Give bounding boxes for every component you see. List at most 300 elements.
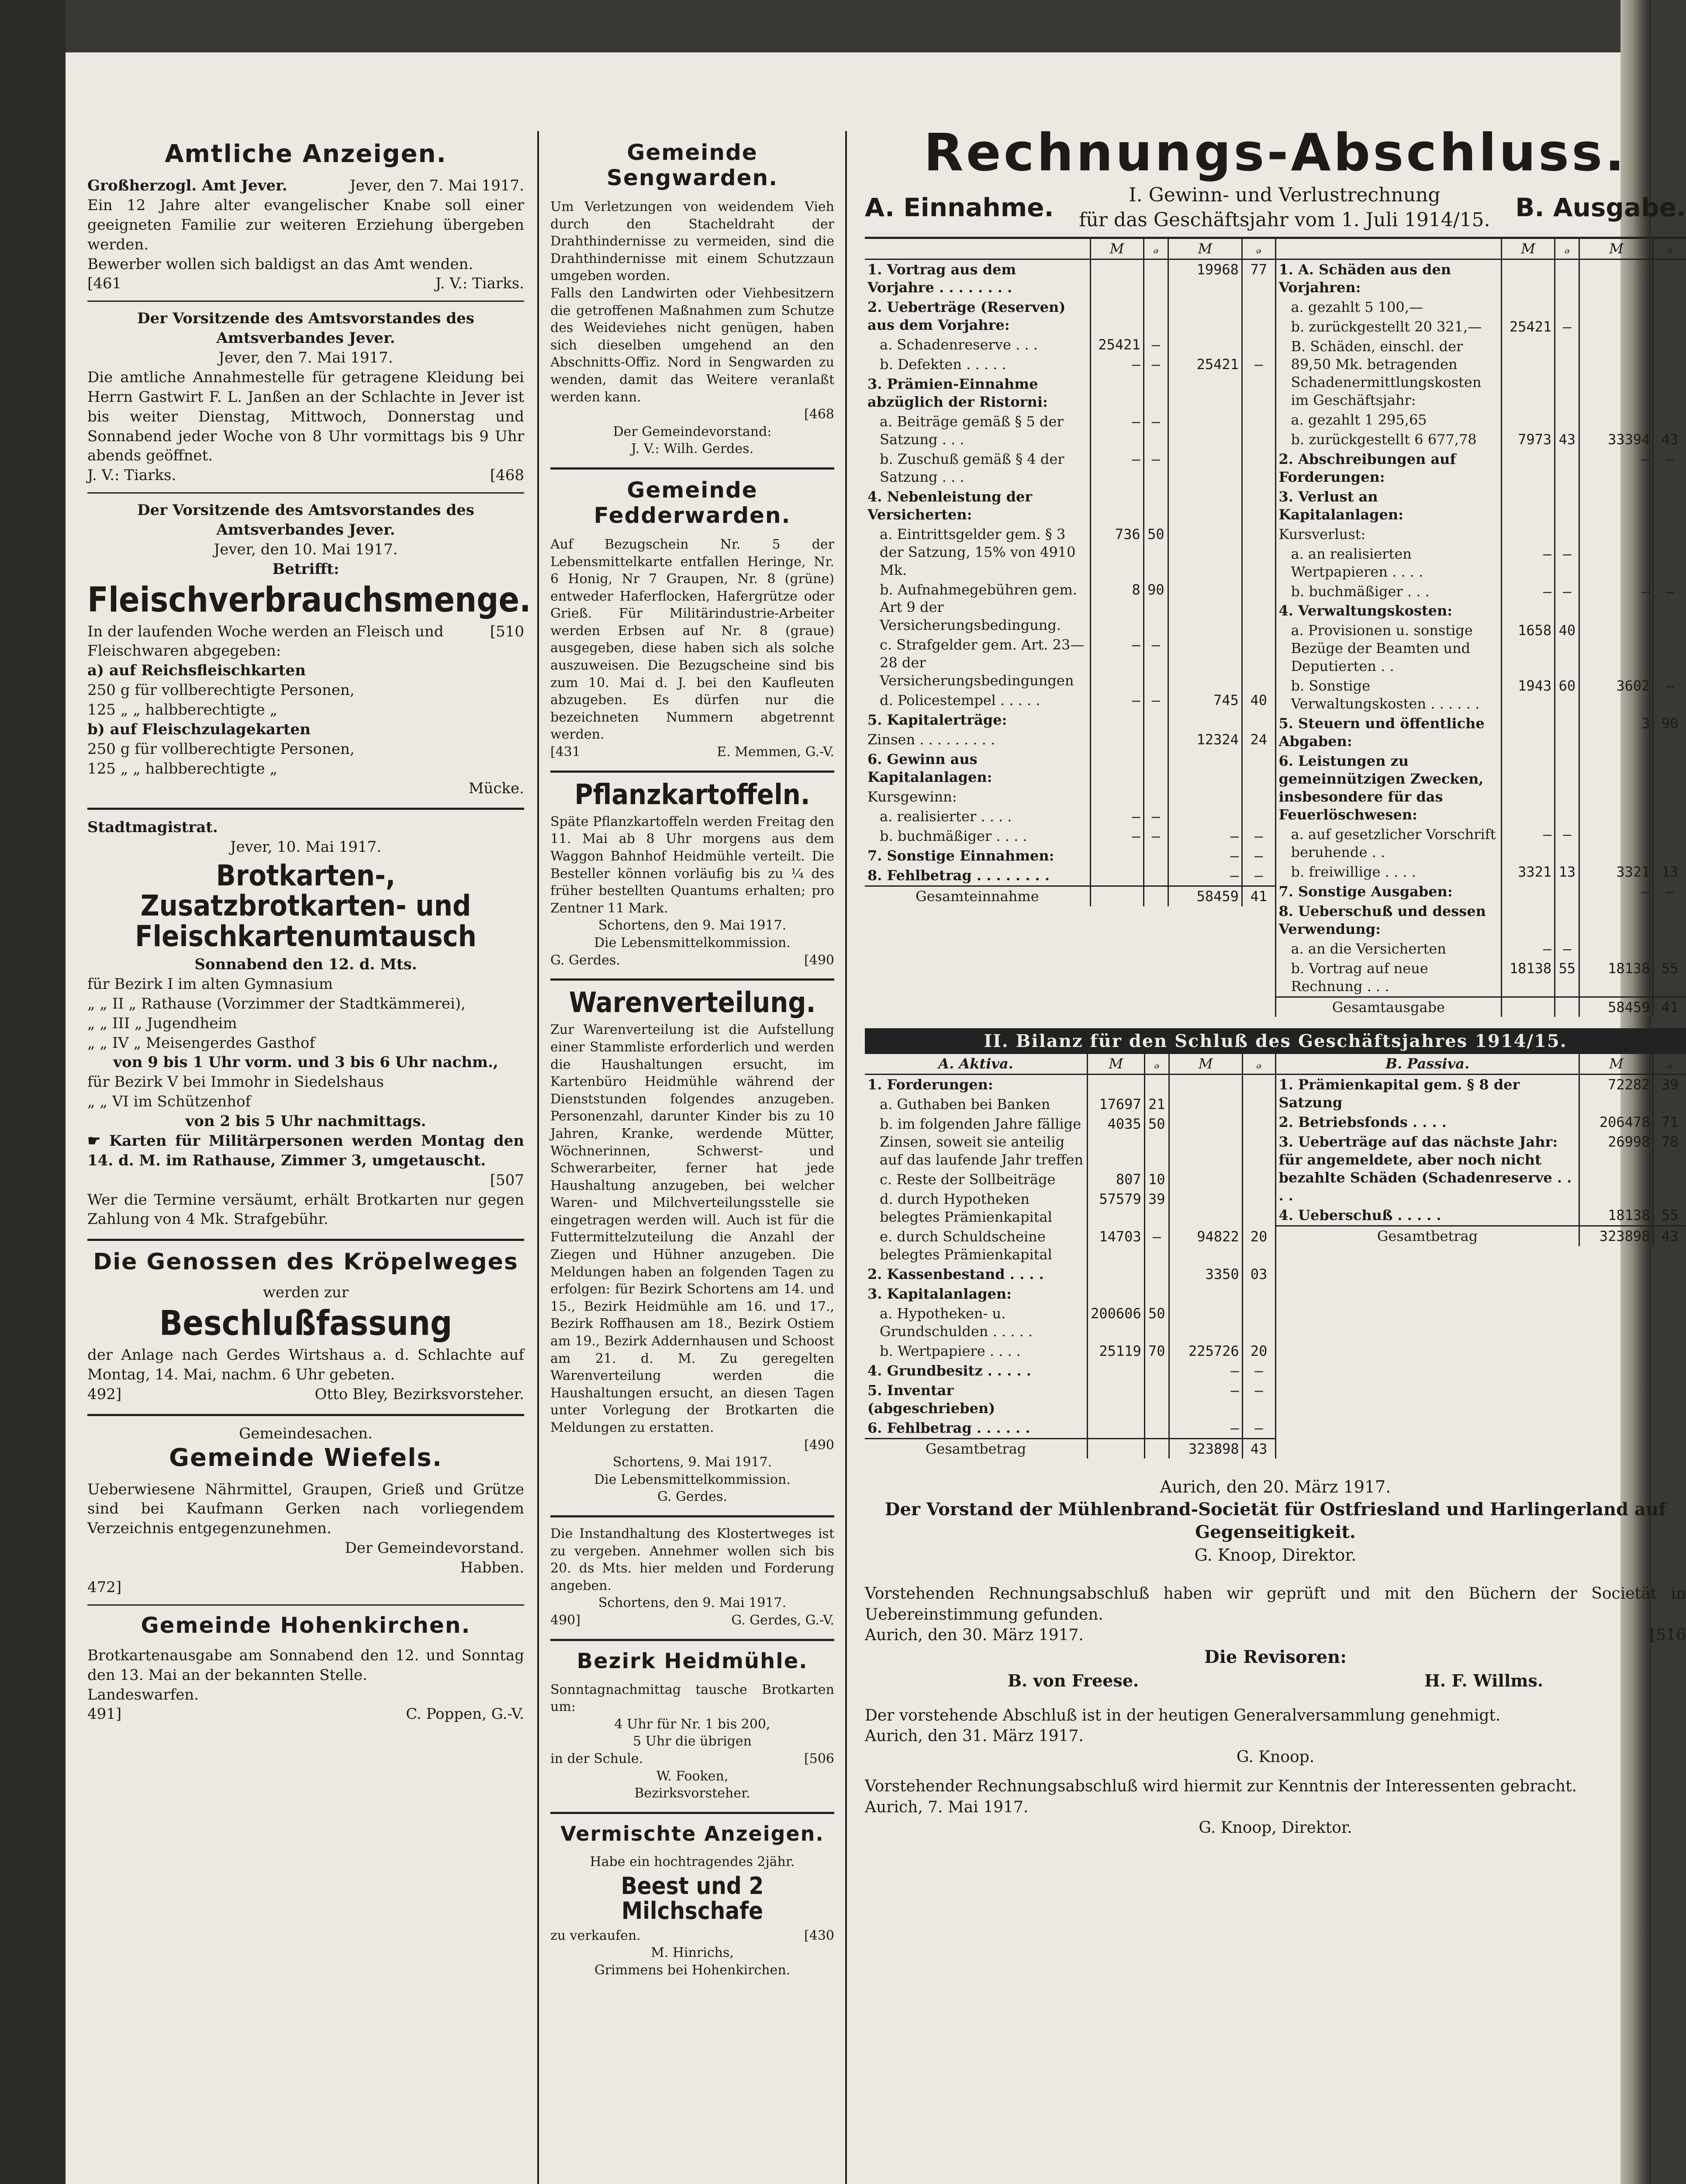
row-amount: — xyxy=(1090,355,1144,374)
row-amount xyxy=(1242,750,1275,787)
row-amount xyxy=(1242,635,1275,691)
account-row xyxy=(1276,582,1686,601)
row-amount: 58459 xyxy=(1579,997,1653,1017)
row-amount xyxy=(1242,580,1275,636)
currency-subunit: ₔ xyxy=(1144,239,1168,259)
row-amount xyxy=(1090,374,1144,412)
account-row xyxy=(865,580,1275,636)
row-amount xyxy=(1653,902,1686,939)
account-row xyxy=(865,1095,1275,1114)
divider xyxy=(87,301,524,302)
list-item: 125 „ „ halbberechtigte „ xyxy=(87,760,278,778)
row-amount: — xyxy=(1090,449,1144,487)
row-label: b. Defekten . . . . . xyxy=(880,356,1006,373)
account-row xyxy=(1276,621,1686,676)
pub-date: Aurich, 7. Mai 1917. xyxy=(865,1798,1029,1816)
account-row xyxy=(1276,297,1686,317)
row-amount xyxy=(1168,412,1242,449)
scan-left-margin xyxy=(0,0,66,2184)
row-amount xyxy=(1144,1075,1169,1095)
account-row xyxy=(865,487,1275,525)
row-amount xyxy=(1088,1381,1145,1418)
row-amount: 4035 xyxy=(1088,1114,1145,1170)
ref-number: [510 xyxy=(490,622,524,640)
row-amount xyxy=(1502,449,1555,487)
pub-text: Vorstehender Rechnungsabschluß wird hiermit zur Kenntnis der Interessenten gebracht. xyxy=(865,1777,1577,1796)
notice-klosterweg xyxy=(550,1525,834,1629)
row-amount xyxy=(1144,1284,1169,1304)
row-amount: — xyxy=(1653,676,1686,714)
row-amount: 39 xyxy=(1653,1075,1686,1113)
row-amount: — xyxy=(1502,582,1555,601)
row-amount: 20 xyxy=(1242,1227,1275,1265)
gv-text: Der vorstehende Abschluß ist in der heutigen Generalversammlung genehmigt. xyxy=(865,1706,1501,1724)
line: „ „ VI im Schützenhof xyxy=(87,1093,251,1111)
row-amount: — xyxy=(1242,846,1275,866)
account-row xyxy=(865,259,1275,297)
betrifft-label: Betrifft: xyxy=(272,560,339,578)
row-amount: 20 xyxy=(1242,1341,1275,1361)
row-amount: — xyxy=(1242,1418,1275,1438)
row-amount xyxy=(1168,787,1242,807)
row-amount xyxy=(1169,1304,1242,1341)
account-row xyxy=(1276,1206,1686,1226)
row-amount xyxy=(1653,317,1686,337)
aktiva-head: A. Aktiva. xyxy=(865,1054,1088,1074)
when: Sonnabend den 12. d. Mts. xyxy=(194,956,417,974)
account-row xyxy=(1276,410,1686,430)
notice-warenverteilung xyxy=(550,988,834,1506)
ref-number: [490 xyxy=(804,952,834,968)
row-amount xyxy=(1088,1361,1145,1381)
row-label: 4. Grundbesitz . . . . . xyxy=(867,1362,1031,1379)
row-label: b. buchmäßiger . . . . xyxy=(880,827,1027,844)
row-amount xyxy=(1653,297,1686,317)
page-title: Rechnungs-Abschluss. xyxy=(923,122,1627,183)
row-amount xyxy=(1168,710,1242,730)
row-amount: — xyxy=(1090,412,1144,449)
account-row xyxy=(865,710,1275,730)
row-label: 3. Prämien-Einnahme abzüglich der Ristorni: xyxy=(867,376,1048,410)
row-amount: — xyxy=(1579,882,1653,902)
row-label: b. zurückgestellt 6 677,78 xyxy=(1291,431,1477,448)
passiva-head: B. Passiva. xyxy=(1276,1054,1579,1074)
place-date: Aurich, den 20. März 1917. xyxy=(1160,1477,1391,1497)
row-amount: 03 xyxy=(1242,1265,1275,1284)
row-amount xyxy=(1653,621,1686,676)
row-amount: — xyxy=(1555,582,1579,601)
row-amount: 3321 xyxy=(1502,862,1555,882)
notice-kroepelweg xyxy=(87,1249,524,1404)
ref-number: 490] xyxy=(550,1612,580,1628)
notice-title: Fleischverbrauchsmenge. xyxy=(87,580,531,620)
notice-text: Brotkartenausgabe am Sonnabend den 12. und Sonntag den 13. Mai an der bekannten Stelle. xyxy=(87,1646,524,1684)
account-row xyxy=(865,1227,1275,1265)
row-amount: 1943 xyxy=(1502,676,1555,714)
row-amount: — xyxy=(1502,939,1555,959)
account-row xyxy=(1276,449,1686,487)
line: für Bezirk I im alten Gymnasium xyxy=(87,975,333,993)
row-amount xyxy=(1579,487,1653,525)
line: „ „ III „ Jugendheim xyxy=(87,1014,237,1032)
row-amount: — xyxy=(1169,1361,1242,1381)
notice-text: Die Instandhaltung des Klostertweges ist zu vergeben. Annehmer wollen sich bis 20. ds Mts. hier melden und Forderung angeben. xyxy=(550,1526,834,1593)
account-row xyxy=(1276,751,1686,825)
notice-text-2: zu verkaufen. xyxy=(550,1928,641,1943)
row-amount: 3 xyxy=(1579,714,1653,751)
row-amount: — xyxy=(1144,335,1168,355)
row-amount: 1658 xyxy=(1502,621,1555,676)
row-amount xyxy=(1579,939,1653,959)
row-amount xyxy=(1653,259,1686,297)
notice-text-2: Falls den Landwirten oder Viehbesitzern die getroffenen Maßnahmen zum Schutze des Weideviehes nicht genügen, haben sich dieselben umgehend an den Abschnitts-Offiz. Nord in Sengwarden zu wenden, damit das Weitere veranlaßt werden kann. xyxy=(550,285,834,405)
account-row xyxy=(865,635,1275,691)
row-amount: 33394 xyxy=(1579,430,1653,449)
row-amount: — xyxy=(1144,355,1168,374)
line: ☛ Karten für Militärpersonen werden Montag den 14. d. M. im Rathause, Zimmer 3, umgetauscht. xyxy=(87,1132,524,1169)
row-label: a. Beiträge gemäß § 5 der Satzung . . . xyxy=(880,413,1064,448)
signer: C. Poppen, G.-V. xyxy=(406,1705,524,1723)
notice-text: der Anlage nach Gerdes Wirtshaus a. d. Schlachte auf Montag, 14. Mai, nachm. 6 Uhr gebeten. xyxy=(87,1346,524,1383)
account-row xyxy=(865,412,1275,449)
row-label: Kursverlust: xyxy=(1278,525,1366,543)
signer: J. V.: Tiarks. xyxy=(87,467,176,484)
row-amount: 55 xyxy=(1653,959,1686,997)
bilanz-tables xyxy=(865,1054,1686,1458)
row-label: 3. Verlust an Kapitalanlagen: xyxy=(1278,488,1403,523)
signer: E. Memmen, G.-V. xyxy=(717,744,834,760)
row-amount: 26998 xyxy=(1579,1132,1653,1206)
ref-number: 491] xyxy=(87,1705,122,1723)
ref-number: 492] xyxy=(87,1385,122,1403)
row-amount xyxy=(1168,580,1242,636)
row-amount: 55 xyxy=(1555,959,1579,997)
currency-mark: M xyxy=(1579,1054,1653,1074)
account-row xyxy=(1276,317,1686,337)
row-amount xyxy=(1653,410,1686,430)
notice-hohenkirchen xyxy=(87,1613,524,1724)
row-amount: 10 xyxy=(1144,1170,1169,1189)
account-row xyxy=(1276,544,1686,582)
row-amount: — xyxy=(1242,355,1275,374)
row-label: Gesamtbetrag xyxy=(865,1438,1088,1458)
row-amount xyxy=(1169,1189,1242,1227)
row-amount: 3321 xyxy=(1579,862,1653,882)
audit-text: Vorstehenden Rechnungsabschluß haben wir geprüft und mit den Büchern der Societät in Uebereinstimmung gefunden. xyxy=(865,1585,1686,1624)
passiva-side xyxy=(1276,1054,1686,1458)
row-amount: 13 xyxy=(1555,862,1579,882)
row-amount: — xyxy=(1502,825,1555,862)
kicker: Gemeindesachen. xyxy=(239,1424,373,1442)
account-row xyxy=(1276,337,1686,410)
row-amount: 24 xyxy=(1242,730,1275,750)
row-amount xyxy=(1169,1095,1242,1114)
signer: Der Gemeindevorstand. xyxy=(345,1539,524,1557)
notice-text: Sonntagnachmittag tausche Brotkarten um: xyxy=(550,1682,834,1715)
row-amount: 3350 xyxy=(1169,1265,1242,1284)
account-row xyxy=(865,1418,1275,1438)
row-label: b. zurückgestellt 20 321,— xyxy=(1291,318,1482,335)
row-amount xyxy=(1169,1284,1242,1304)
account-row xyxy=(1276,714,1686,751)
row-label: 4. Ueberschuß . . . . . xyxy=(1278,1207,1441,1224)
row-amount: — xyxy=(1168,826,1242,846)
row-amount xyxy=(1144,1418,1169,1438)
row-label: B. Schäden, einschl. der 89,50 Mk. betragenden Schadenermittlungskosten im Geschäftsjahr: xyxy=(1291,338,1482,408)
row-amount: 39 xyxy=(1144,1189,1169,1227)
row-amount: 50 xyxy=(1144,1304,1169,1341)
row-amount xyxy=(1088,1418,1145,1438)
row-label: a. Schadenreserve . . . xyxy=(880,336,1038,353)
row-amount xyxy=(1555,714,1579,751)
row-amount: 41 xyxy=(1653,997,1686,1017)
revisor-2: H. F. Willms. xyxy=(1424,1670,1544,1690)
row-label: a. an realisierten Wertpapieren . . . . xyxy=(1291,545,1423,580)
row-label: b. Wertpapiere . . . . xyxy=(880,1342,1021,1359)
row-label: d. Policestempel . . . . . xyxy=(880,692,1040,709)
notice-title: Brotkarten-, Zusatzbrotkarten- und Fleischkartenumtausch xyxy=(135,859,477,953)
notice-title: Gemeinde Sengwarden. xyxy=(606,140,778,190)
account-row xyxy=(865,1361,1275,1381)
row-amount: — xyxy=(1144,635,1168,691)
row-amount xyxy=(1653,751,1686,825)
row-amount: 55 xyxy=(1653,1206,1686,1226)
row-amount xyxy=(1090,730,1144,750)
row-amount: — xyxy=(1555,939,1579,959)
row-amount xyxy=(1168,487,1242,525)
role: Bezirksvorsteher. xyxy=(634,1786,750,1801)
row-amount xyxy=(1088,1075,1145,1095)
row-amount xyxy=(1653,601,1686,621)
ausgabe-label: B. Ausgabe. xyxy=(1515,193,1686,223)
row-amount: — xyxy=(1555,317,1579,337)
row-amount xyxy=(1169,1075,1242,1095)
currency-subunit: ₔ xyxy=(1242,239,1275,259)
currency-header xyxy=(1276,239,1686,259)
notice-sengwarden xyxy=(550,140,834,458)
account-row xyxy=(1276,430,1686,449)
ref-number: [430 xyxy=(804,1928,834,1943)
row-amount xyxy=(1168,807,1242,826)
account-row xyxy=(865,1304,1275,1341)
row-label: 7. Sonstige Ausgaben: xyxy=(1278,883,1453,900)
row-amount: — xyxy=(1090,826,1144,846)
ref-number: [507 xyxy=(490,1171,524,1189)
row-amount xyxy=(1090,487,1144,525)
row-amount xyxy=(1242,1075,1275,1095)
account-row xyxy=(1276,601,1686,621)
row-label: 1. Forderungen: xyxy=(867,1076,993,1093)
row-amount: 78 xyxy=(1653,1132,1686,1206)
row-label: 1. A. Schäden aus den Vorjahren: xyxy=(1278,261,1451,296)
row-amount xyxy=(1090,787,1144,807)
revisor-1: B. von Freese. xyxy=(1007,1670,1139,1690)
currency-subunit: ₔ xyxy=(1653,239,1686,259)
row-amount xyxy=(1555,601,1579,621)
row-amount: 18138 xyxy=(1579,1206,1653,1226)
notice-title: Beschlußfassung xyxy=(159,1304,453,1344)
row-label: 8. Ueberschuß und dessen Verwendung: xyxy=(1278,902,1486,937)
row-amount: 50 xyxy=(1144,525,1168,580)
currency-subunit: ₔ xyxy=(1555,239,1579,259)
account-row xyxy=(1276,259,1686,297)
row-label: a. Eintrittsgelder gem. § 3 der Satzung, 15% von 4910 Mk. xyxy=(880,525,1076,578)
row-amount: — xyxy=(1242,1381,1275,1418)
currency-mark: M xyxy=(1088,1054,1145,1074)
ref-number: [506 xyxy=(804,1751,834,1766)
row-amount: 206478 xyxy=(1579,1113,1653,1132)
ref-number: [431 xyxy=(550,744,580,760)
row-amount: 43 xyxy=(1242,1438,1275,1458)
notice-text: Habe ein hochtragendes 2jähr. xyxy=(590,1854,795,1870)
list-item: 125 „ „ halbberechtigte „ xyxy=(87,701,278,719)
row-amount xyxy=(1169,1170,1242,1189)
account-row xyxy=(1276,825,1686,862)
row-amount xyxy=(1090,297,1144,335)
row-label: 2. Ueberträge (Reserven) aus dem Vorjahre: xyxy=(867,299,1066,334)
subtitle-2: für das Geschäftsjahr vom 1. Juli 1914/15. xyxy=(1079,209,1490,232)
currency-subunit: ₔ xyxy=(1144,1054,1169,1074)
row-amount: 25421 xyxy=(1168,355,1242,374)
row-amount xyxy=(1579,621,1653,676)
row-label: 2. Betriebsfonds . . . . xyxy=(1278,1114,1447,1131)
row-label: 8. Fehlbetrag . . . . . . . . xyxy=(867,867,1050,884)
column-1 xyxy=(87,140,531,1727)
row-amount xyxy=(1502,714,1555,751)
row-amount xyxy=(1168,635,1242,691)
row-amount xyxy=(1242,787,1275,807)
row-label: b. buchmäßiger . . . xyxy=(1291,583,1430,600)
row-label: a. realisierter . . . . xyxy=(880,808,1012,825)
row-label: 2. Kassenbestand . . . . xyxy=(867,1265,1044,1282)
section-heading: Vermischte Anzeigen. xyxy=(560,1821,824,1845)
notice-text: In der laufenden Woche werden an Fleisch und Fleischwaren abgegeben: xyxy=(87,622,444,660)
notice-amtliche xyxy=(87,140,524,294)
account-row xyxy=(865,1341,1275,1361)
account-row xyxy=(865,691,1275,710)
rechnungs-abschluss xyxy=(865,122,1686,1838)
ref-number: [490 xyxy=(804,1437,834,1453)
ref-number: [468 xyxy=(804,407,834,422)
row-amount xyxy=(1502,997,1555,1017)
row-amount: 19968 xyxy=(1168,259,1242,297)
account-row xyxy=(865,750,1275,787)
row-amount xyxy=(1579,317,1653,337)
row-amount: — xyxy=(1242,866,1275,886)
account-row xyxy=(1276,997,1686,1017)
account-subheading xyxy=(865,183,1686,232)
divider xyxy=(87,1414,524,1416)
row-amount xyxy=(1144,1361,1169,1381)
divider xyxy=(87,1239,524,1241)
row-amount: 745 xyxy=(1168,691,1242,710)
name: G. Gerdes. xyxy=(657,1489,727,1505)
row-amount xyxy=(1555,449,1579,487)
row-amount xyxy=(1555,487,1579,525)
row-amount xyxy=(1144,886,1168,906)
row-amount: 18138 xyxy=(1579,959,1653,997)
account-row xyxy=(865,1381,1275,1418)
row-amount: — xyxy=(1144,412,1168,449)
row-amount xyxy=(1555,259,1579,297)
account-row xyxy=(1276,1113,1686,1132)
row-amount xyxy=(1242,297,1275,335)
row-amount: — xyxy=(1555,544,1579,582)
list-item: 250 g für vollberechtigte Personen, xyxy=(87,681,355,699)
row-amount xyxy=(1579,902,1653,939)
row-amount xyxy=(1144,750,1168,787)
row-amount xyxy=(1168,449,1242,487)
divider xyxy=(550,467,834,470)
row-amount: — xyxy=(1144,691,1168,710)
row-amount: 736 xyxy=(1090,525,1144,580)
currency-subunit: ₔ xyxy=(1653,1054,1686,1074)
row-label: 5. Steuern und öffentliche Abgaben: xyxy=(1278,715,1485,750)
row-amount: 90 xyxy=(1653,714,1686,751)
row-amount xyxy=(1502,487,1555,525)
row-amount: 71 xyxy=(1653,1113,1686,1132)
row-label: Zinsen . . . . . . . . . xyxy=(867,731,995,748)
divider xyxy=(550,1639,834,1641)
row-amount xyxy=(1653,544,1686,582)
row-amount: — xyxy=(1242,826,1275,846)
row-amount xyxy=(1088,1265,1145,1284)
signer: Die Lebensmittelkommission. xyxy=(594,1472,791,1487)
row-amount xyxy=(1502,297,1555,317)
account-row xyxy=(865,826,1275,846)
row-amount xyxy=(1168,335,1242,355)
date: Jever, den 7. Mai 1917. xyxy=(349,177,524,194)
row-amount xyxy=(1555,525,1579,544)
row-label: b. Aufnahmegebühren gem. Art 9 der Versicherungsbedingung. xyxy=(880,581,1078,634)
date: Jever, den 10. Mai 1917. xyxy=(214,540,398,558)
row-amount xyxy=(1579,525,1653,544)
row-amount xyxy=(1502,902,1555,939)
row-amount xyxy=(1555,297,1579,317)
signer: G. Gerdes, G.-V. xyxy=(731,1612,834,1628)
newspaper-page xyxy=(66,52,1686,2184)
row-amount xyxy=(1653,525,1686,544)
notice-vermischte xyxy=(550,1822,834,1979)
row-amount: 43 xyxy=(1653,1226,1686,1246)
row-amount xyxy=(1088,1284,1145,1304)
section-heading: Amtliche Anzeigen. xyxy=(165,140,447,168)
row-amount: 90 xyxy=(1144,580,1168,636)
date: Schortens, den 9. Mai 1917. xyxy=(598,1595,787,1611)
account-row xyxy=(865,886,1275,906)
row-amount xyxy=(1090,866,1144,886)
account-row xyxy=(865,730,1275,750)
row-amount xyxy=(1090,846,1144,866)
row-label: b. Vortrag auf neue Rechnung . . . xyxy=(1291,960,1428,995)
row-label: a. auf gesetzlicher Vorschrift beruhende . . xyxy=(1291,826,1496,860)
list-heading: b) auf Fleischzulagekarten xyxy=(87,720,311,738)
row-amount: 225726 xyxy=(1169,1341,1242,1361)
bilanz-title: II. Bilanz für den Schluß des Geschäftsjahres 1914/15. xyxy=(865,1028,1686,1054)
einnahme-table xyxy=(865,239,1275,906)
subtitle: I. Gewinn- und Verlustrechnung xyxy=(1129,184,1441,206)
row-amount: 7973 xyxy=(1502,430,1555,449)
row-amount xyxy=(1555,902,1579,939)
account-row xyxy=(1276,1075,1686,1113)
line: von 9 bis 1 Uhr vorm. und 3 bis 6 Uhr nachm., xyxy=(113,1054,498,1071)
row-amount xyxy=(1088,1438,1145,1458)
row-amount: — xyxy=(1653,582,1686,601)
line: 5 Uhr die übrigen xyxy=(633,1734,752,1749)
currency-header xyxy=(1276,1054,1686,1074)
row-label: c. Strafgelder gem. Art. 23—28 der Versicherungsbedingungen xyxy=(880,636,1085,689)
row-amount xyxy=(1144,259,1168,297)
